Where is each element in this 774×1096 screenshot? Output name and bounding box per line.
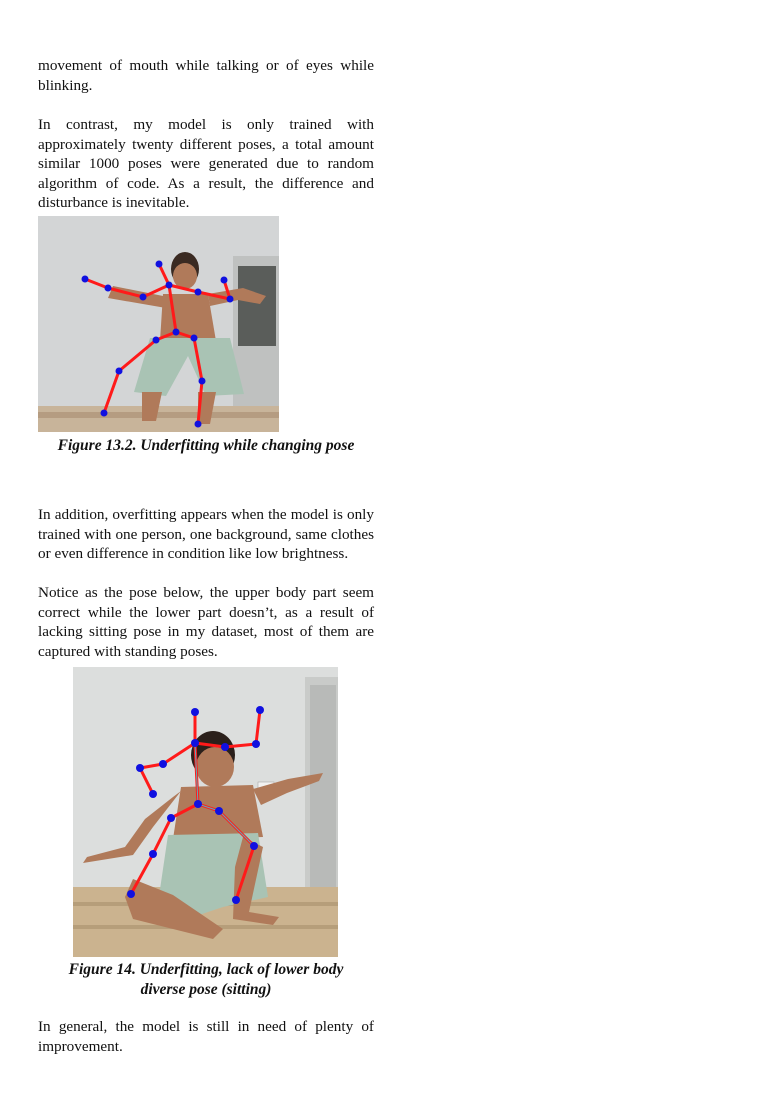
paragraph-5: In general, the model is still in need of plenty of improvement.	[38, 1018, 374, 1055]
figure-14-caption-line-2: diverse pose (sitting)	[140, 980, 272, 998]
figure-14-caption-line-1: Figure 14. Underfitting, lack of lower body	[68, 961, 344, 978]
paragraph-3: In addition, overfitting appears when the model is only trained with one person, one background, same clothes or even difference in condition like low brightness.	[38, 506, 374, 562]
paragraph-4: Notice as the pose below, the upper body part seem correct while the lower part doesn’t, as a result of lacking sitting pose in my dataset, most of them are captured with standing poses.	[38, 584, 374, 660]
figure-13-2-caption: Figure 13.2. Underfitting while changing pose	[57, 437, 355, 454]
figure-13-2-image	[38, 216, 279, 432]
paragraph-2: In contrast, my model is only trained with approximately twenty different poses, a total amount similar 1000 poses were generated due to random algorithm of code. As a result, the difference and disturbance is inevitable.	[38, 116, 374, 211]
figure-14-image	[73, 667, 338, 957]
paragraph-1: movement of mouth while talking or of eyes while blinking.	[38, 57, 374, 94]
